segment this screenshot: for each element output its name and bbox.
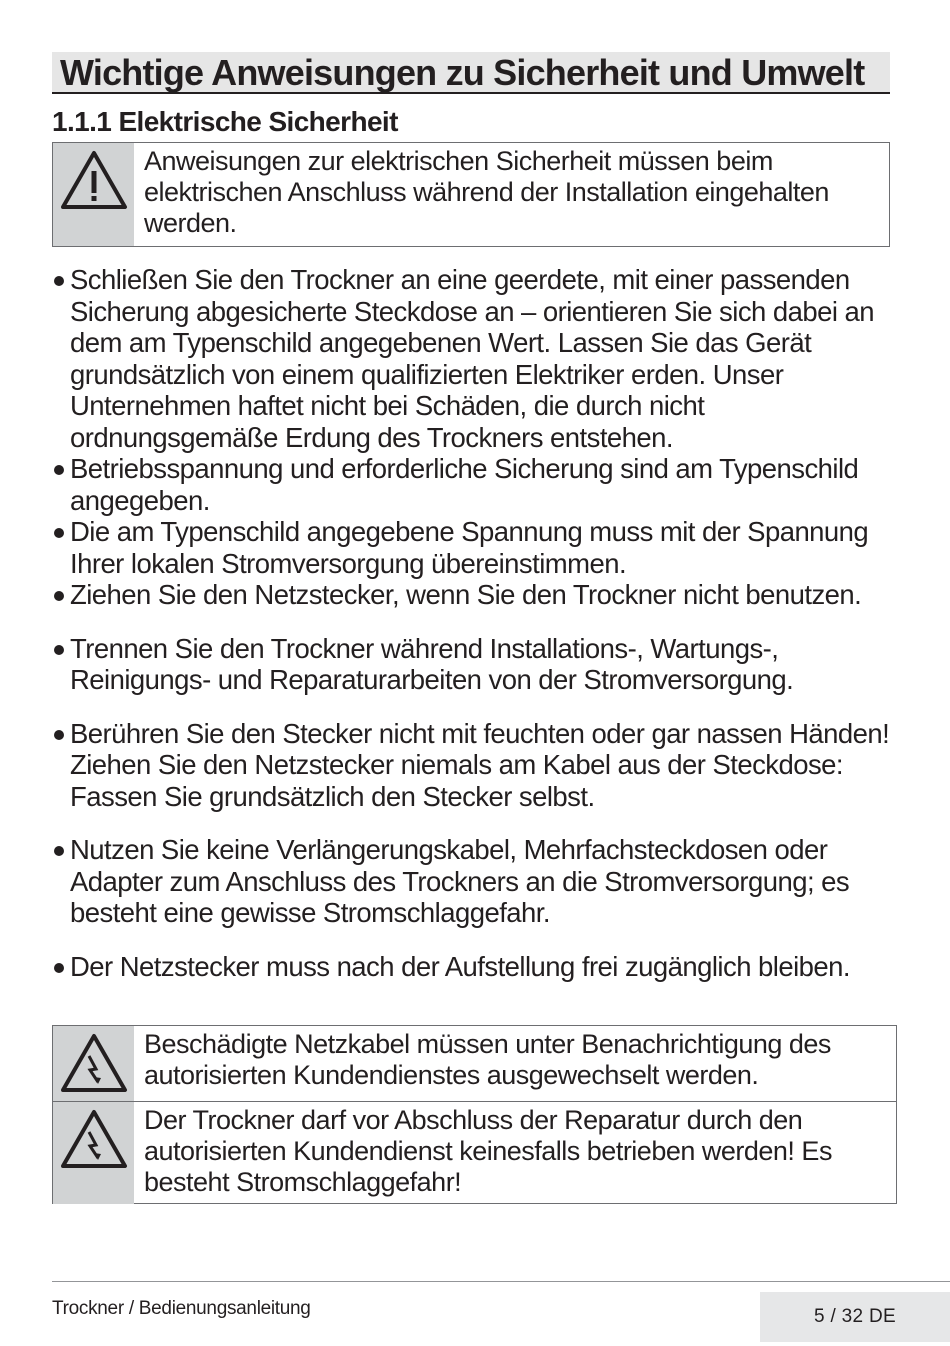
warning-text: Anweisungen zur elektrischen Sicherheit müssen beim elektrischen Anschluss während der Installation eingehalten werden.: [144, 146, 829, 238]
bullet-dot: [54, 963, 64, 973]
list-item: [52, 951, 912, 983]
warning-icon-cell: [53, 1102, 134, 1204]
list-item-text: Trennen Sie den Trockner während Installations-, Wartungs-, Reinigungs- und Reparaturarbeiten von der Stromversorgung.: [70, 632, 794, 695]
electric-shock-warning-icon: [59, 1032, 129, 1094]
list-item: [52, 579, 912, 611]
warning-icon-cell: [53, 1026, 134, 1101]
warning-icon-cell: [53, 143, 134, 246]
list-item: [52, 516, 912, 579]
bullet-dot: [54, 276, 64, 286]
footer-document-title: Trockner / Bedienungsanleitung: [52, 1298, 311, 1319]
list-item-text: Ziehen Sie den Netzstecker, wenn Sie den Trockner nicht benutzen.: [70, 579, 862, 610]
list-item: [52, 718, 912, 813]
bullet-list: [52, 264, 912, 982]
warning-row: [53, 1026, 896, 1101]
warning-row: [53, 143, 889, 246]
bullet-dot: [54, 465, 64, 475]
bullet-dot: [54, 846, 64, 856]
warning-text: Der Trockner darf vor Abschluss der Reparatur durch den autorisierten Kundendienst keinesfalls betrieben werden! Es besteht Stromschlaggefahr!: [144, 1105, 832, 1197]
list-item: [52, 264, 912, 453]
warning-box-electric: [52, 1025, 897, 1204]
footer-divider: [52, 1281, 950, 1282]
bullet-dot: [54, 528, 64, 538]
list-item-text: Betriebsspannung und erforderliche Sicherung sind am Typenschild angegeben.: [70, 453, 859, 516]
electric-shock-warning-icon: [59, 1108, 129, 1170]
list-item: [52, 834, 912, 929]
list-item-text: Berühren Sie den Stecker nicht mit feuchten oder gar nassen Händen! Ziehen Sie den Netzstecker niemals am Kabel aus der Steckdose: Fassen Sie grundsätzlich den Stecker selbst.: [70, 717, 890, 812]
list-item-text: Schließen Sie den Trockner an eine geerdete, mit einer passenden Sicherung abgesicherte Steckdose an – orientieren Sie sich dabei an dem am Typenschild angegebenen Wert. Lassen Sie das Gerät grundsätzlich von einem qualifizierten Elektriker erden. Unser Unternehmen haftet nicht bei Schäden, die durch nicht ordnungsgemäße Erdung des Trockners entstehen.: [70, 264, 874, 453]
warning-box-general: [52, 142, 890, 247]
list-item-text: Nutzen Sie keine Verlängerungskabel, Mehrfachsteckdosen oder Adapter zum Anschluss des Trockners an die Stromversorgung; es besteht eine gewisse Stromschlaggefahr.: [70, 834, 850, 928]
section-heading: 1.1.1 Elektrische Sicherheit: [52, 106, 398, 137]
list-item-text: Der Netzstecker muss nach der Aufstellung frei zugänglich bleiben.: [70, 950, 850, 982]
bullet-dot: [54, 591, 64, 601]
list-item: [52, 633, 912, 696]
warning-text: Beschädigte Netzkabel müssen unter Benachrichtigung des autorisierten Kundendienstes ausgewechselt werden.: [144, 1029, 831, 1090]
footer-page-number: 5 / 32 DE: [760, 1292, 950, 1342]
warning-row: [53, 1101, 896, 1204]
bullet-dot: [54, 730, 64, 740]
exclamation-warning-icon: [59, 149, 129, 211]
list-item: [52, 453, 912, 516]
bullet-dot: [54, 645, 64, 655]
list-item-text: Die am Typenschild angegebene Spannung muss mit der Spannung Ihrer lokalen Stromversorgung übereinstimmen.: [70, 516, 869, 579]
page-title: Wichtige Anweisungen zu Sicherheit und Umwelt: [52, 52, 890, 94]
